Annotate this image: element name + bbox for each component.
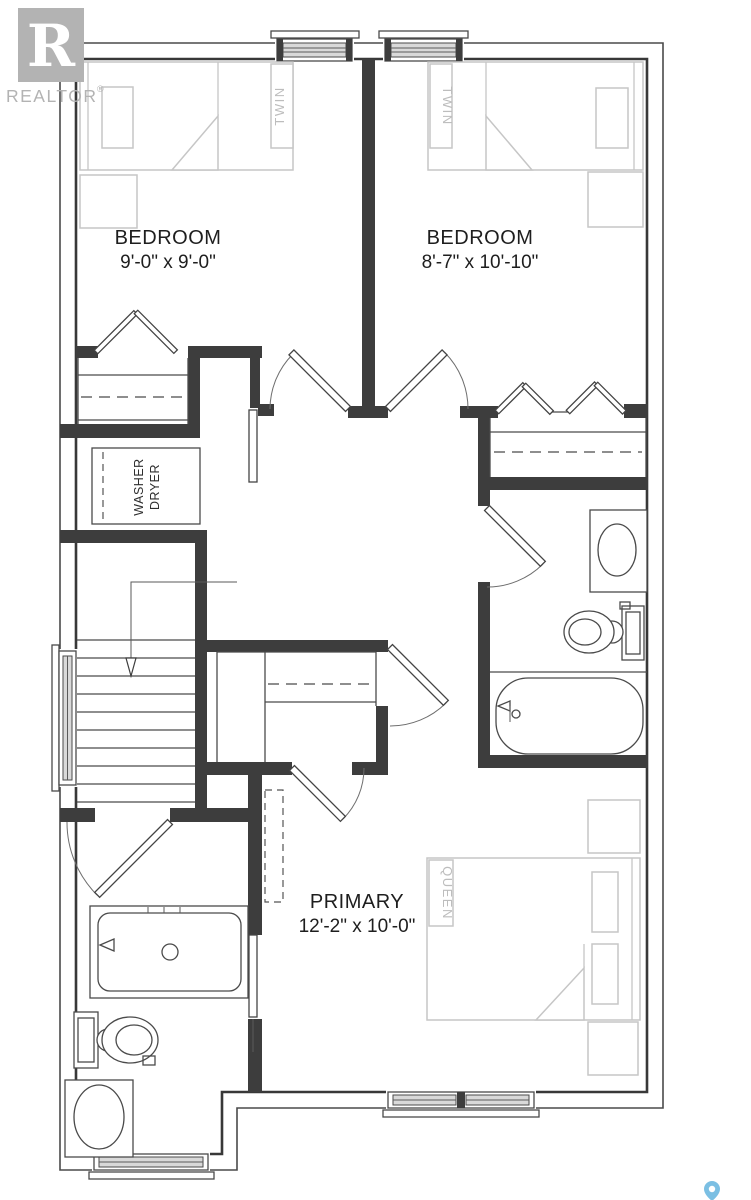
toilet-ensuite bbox=[74, 1012, 158, 1068]
realtor-logo-text: REALTOR bbox=[6, 86, 98, 106]
bed-queen-primary bbox=[427, 858, 640, 1020]
bed-twin-right bbox=[428, 62, 643, 170]
vanity-main-bath bbox=[590, 510, 647, 592]
closet-bedroom-left bbox=[78, 310, 188, 424]
door-bedroom-right bbox=[386, 350, 468, 412]
bed-twin-left bbox=[80, 62, 293, 170]
dryer-label: DRYER bbox=[148, 463, 162, 511]
map-pin-icon bbox=[704, 1181, 720, 1200]
bedroom-left-name: BEDROOM bbox=[114, 227, 222, 249]
door-ensuite bbox=[67, 820, 172, 898]
bifold-door-right-2 bbox=[566, 382, 598, 414]
bed-label-twin-left: TWIN bbox=[272, 86, 287, 126]
bedroom-right-name: BEDROOM bbox=[426, 227, 534, 249]
drain bbox=[162, 944, 178, 960]
bedroom-left-dims: 9'-0" x 9'-0" bbox=[120, 252, 216, 273]
nightstand-primary-bottom bbox=[588, 1022, 638, 1075]
nightstand-bedroom-right bbox=[588, 172, 643, 227]
closet-bedroom-right bbox=[490, 382, 646, 477]
registered-trademark: ® bbox=[97, 84, 104, 94]
pillow bbox=[596, 88, 628, 148]
nightstand-primary-top bbox=[588, 800, 640, 853]
door-primary bbox=[388, 645, 449, 726]
closet-primary bbox=[217, 652, 376, 762]
window-stairs-left bbox=[52, 645, 79, 791]
shower-ensuite bbox=[90, 906, 248, 998]
window-primary-bottom bbox=[383, 1090, 539, 1117]
bedroom-right-dims: 8'-7" x 10'-10" bbox=[421, 252, 539, 273]
door-main-bath bbox=[485, 506, 546, 587]
door-leaf-hall-left bbox=[249, 410, 257, 482]
stairs-down-arrow bbox=[126, 582, 237, 676]
toilet-main-bath bbox=[564, 602, 644, 660]
pillow bbox=[592, 944, 618, 1004]
realtor-logo bbox=[6, 8, 104, 106]
washer-label: WASHER bbox=[132, 458, 146, 516]
staircase bbox=[77, 640, 195, 802]
bed-label-twin-right: TWIN bbox=[440, 86, 455, 126]
linen-dashed-outline bbox=[265, 790, 283, 902]
primary-name: PRIMARY bbox=[309, 891, 405, 913]
sink bbox=[598, 524, 636, 576]
tub-main-bath bbox=[490, 672, 647, 754]
bifold-door-right-1 bbox=[495, 383, 526, 414]
primary-dims: 12'-2" x 10'-0" bbox=[298, 916, 416, 937]
bifold-door-left bbox=[94, 311, 137, 354]
sink bbox=[74, 1085, 124, 1149]
vanity-ensuite bbox=[65, 1080, 133, 1157]
bed-label-queen: QUEEN bbox=[440, 866, 455, 920]
window-top-left bbox=[271, 31, 359, 62]
washer-dryer bbox=[92, 448, 200, 524]
window-top-right bbox=[379, 31, 468, 62]
nightstand-bedroom-left bbox=[80, 175, 137, 228]
pillow bbox=[592, 872, 618, 932]
realtor-logo-letter: R bbox=[26, 12, 76, 80]
pillow bbox=[102, 87, 133, 148]
